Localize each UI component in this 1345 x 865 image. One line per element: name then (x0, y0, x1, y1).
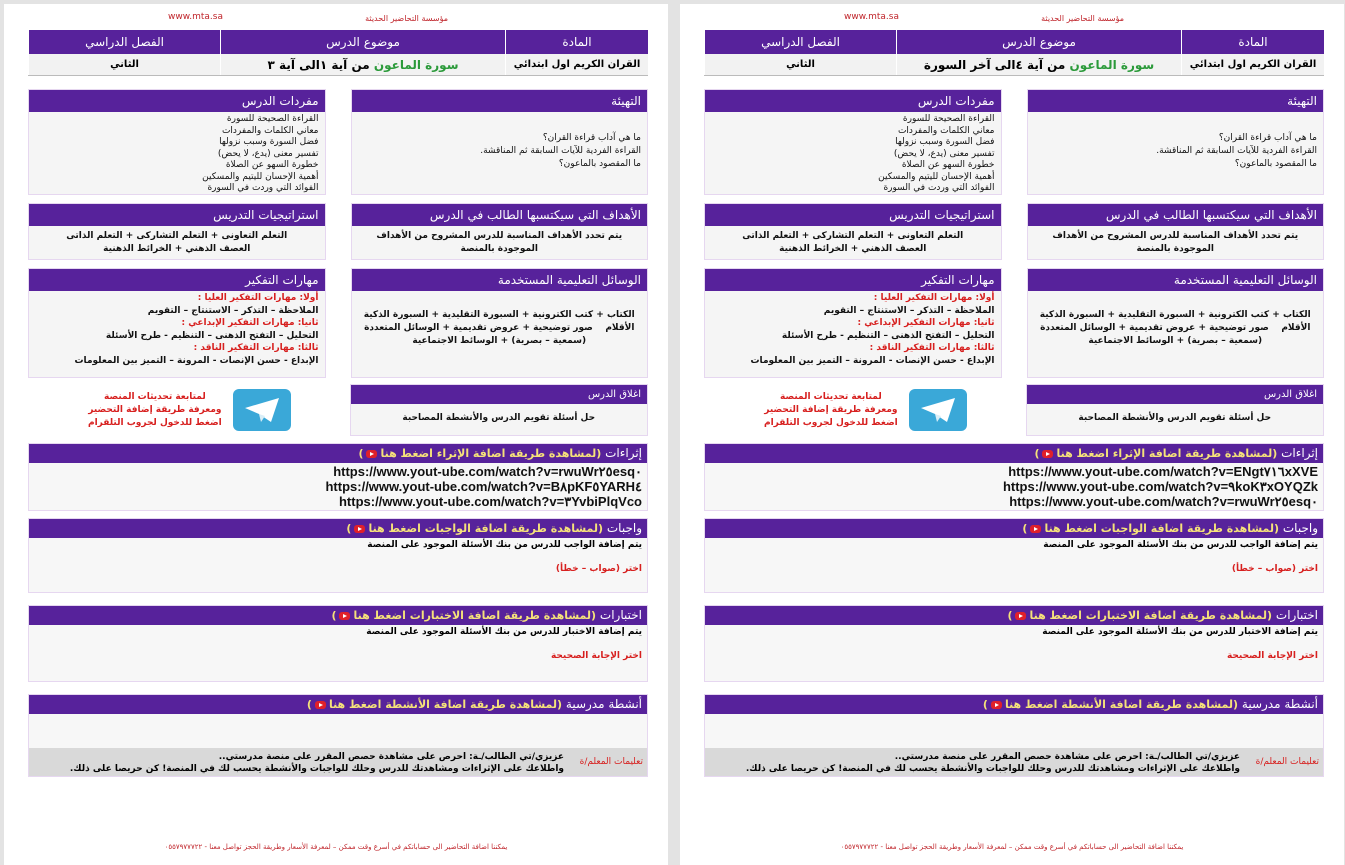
instructions-line: واطلاعك على الإثراءات ومشاهدتك للدرس وحلك للواجبات والأنشطة يحسب لك في المنصة! كن حريصا على ذلك. (745, 764, 1240, 774)
enrichment-video-link[interactable] (1034, 447, 1277, 460)
closing-section (350, 384, 649, 436)
telegram-icon[interactable] (233, 389, 291, 431)
enrichment-section (28, 443, 648, 511)
thinking-heading: ثالثا: مهارات التفكير الناقد : (193, 343, 319, 353)
goals-title: الأهداف التي سيكتسبها الطالب في الدرس (352, 204, 648, 226)
semester-header: الفصل الدراسي (705, 30, 897, 54)
tests-type: اختر الإجابة الصحيحة (550, 651, 642, 661)
page-footer: يمكننا اضافة التحاضير الى حساباتكم في أسرع وقت ممكن – لمعرفة الأسعار وطريقة الحجز تواصل معنا - ٠٥٥٧٩٧٧٧٢٢ (164, 843, 508, 851)
tests-section (28, 605, 648, 682)
vocab-line: الفوائد التي وردت في السورة (883, 183, 995, 193)
semester-value: الثاني (29, 54, 221, 76)
intro-section (351, 89, 649, 195)
vocab-line: القراءة الصحيحة للسورة (226, 114, 319, 124)
telegram-line: لمتابعة تحديثات المنصة (780, 391, 882, 402)
vocab-line: معاني الكلمات والمفردات (221, 125, 319, 136)
vocab-title: مفردات الدرس (29, 90, 325, 112)
teacher-instructions (705, 748, 1323, 776)
homework-text: يتم إضافة الواجب للدرس من بنك الأسئلة الموجود على المنصة (1043, 540, 1318, 550)
enrichment-link[interactable]: https://www.yout-ube.com/watch?v=rwuWr٢٥esq٠ (1009, 494, 1318, 509)
strategy-line: العصف الذهني + الخرائط الذهنية (779, 244, 927, 254)
enrichment-link[interactable]: https://www.yout-ube.com/watch?v=٣YvbiPlqVco (338, 494, 642, 509)
tests-title: اختبارات (599, 608, 642, 622)
lesson-page-2 (680, 4, 1344, 865)
youtube-icon[interactable] (1030, 525, 1041, 533)
semester-value: الثاني (705, 54, 897, 76)
strategies-section (704, 203, 1002, 260)
topic-value (221, 54, 506, 76)
activities-title: أنشطة مدرسية (1241, 697, 1318, 711)
vocab-title: مفردات الدرس (705, 90, 1001, 112)
vocab-line: فضل السورة وسبب نزولها (219, 137, 319, 147)
youtube-icon[interactable] (315, 701, 326, 709)
instructions-label: تعليمات المعلم/ة (579, 757, 643, 767)
subject-value: القران الكريم اول ابتدائي (1182, 54, 1324, 76)
intro-line: ما المقصود بالماعون؟ (558, 159, 641, 169)
tests-type: اختر الإجابة الصحيحة (1226, 651, 1318, 661)
thinking-text: الإبداع - حسن الإنصات - المرونة – التميز بين المعلومات (74, 355, 319, 366)
activities-body (29, 714, 647, 748)
topic-range: من آية ١الى آية ٣ (267, 57, 374, 72)
tools-line: (سمعية – بصرية) + الوسائط الاجتماعية (412, 336, 587, 346)
homework-text: يتم إضافة الواجب للدرس من بنك الأسئلة الموجود على المنصة (367, 540, 642, 550)
tests-link-label: (لمشاهدة طريقة اضافة الاختبارات اضغط هنا (1029, 609, 1273, 622)
page-footer: يمكننا اضافة التحاضير الى حساباتكم في أسرع وقت ممكن – لمعرفة الأسعار وطريقة الحجز تواصل معنا - ٠٥٥٧٩٧٧٧٢٢ (840, 843, 1184, 851)
instructions-line: عزيزي/تي الطالب/ـة: احرص على مشاهدة حصص المقرر على منصة مدرستي.. (894, 752, 1240, 762)
vocab-line: الفوائد التي وردت في السورة (207, 183, 319, 193)
tests-link-label: (لمشاهدة طريقة اضافة الاختبارات اضغط هنا (353, 609, 597, 622)
strategies-title: استراتيجيات التدريس (29, 204, 325, 226)
telegram-icon[interactable] (909, 389, 967, 431)
vocab-section (28, 89, 326, 195)
thinking-title: مهارات التفكير (705, 269, 1001, 291)
thinking-text: الإبداع - حسن الإنصات - المرونة – التميز بين المعلومات (750, 355, 995, 366)
tests-header[interactable] (29, 606, 647, 625)
subject-value: القران الكريم اول ابتدائي (506, 54, 648, 76)
homework-link-label: (لمشاهدة طريقة اضافة الواجبات اضغط هنا (368, 522, 604, 535)
intro-section (1027, 89, 1325, 195)
intro-line: ما هي آداب قراءة القران؟ (1218, 133, 1317, 143)
topic-value (897, 54, 1182, 76)
enrichment-header[interactable] (29, 444, 647, 463)
strategies-title: استراتيجيات التدريس (705, 204, 1001, 226)
thinking-heading: أولا: مهارات التفكير العليا : (197, 293, 319, 303)
thinking-text: الملاحظة – التذكر – الاستنتاج – التقويم (147, 305, 319, 316)
telegram-promo[interactable] (704, 384, 1001, 436)
strategies-section (28, 203, 326, 260)
homework-title: واجبات (1282, 521, 1318, 535)
homework-video-link[interactable] (346, 522, 603, 535)
enrichment-link-label: (لمشاهدة طريقة اضافة الإثراء اضغط هنا (380, 447, 602, 460)
goals-section (1027, 203, 1325, 260)
org-name: مؤسسة التحاضير الحديثة (1041, 14, 1124, 23)
lesson-page-1 (4, 4, 668, 865)
telegram-line: اضغط للدخول لجروب التلقرام (88, 417, 222, 428)
thinking-text: التحليل – التفتح الذهنى – التنظيم - طرح الأسئلة (781, 330, 995, 341)
goals-title: الأهداف التي سيكتسبها الطالب في الدرس (1028, 204, 1324, 226)
tools-section (351, 268, 649, 378)
thinking-section (28, 268, 326, 378)
telegram-text[interactable] (88, 391, 222, 430)
page-topline (28, 4, 648, 30)
paren: ) (1007, 609, 1013, 622)
telegram-text[interactable] (764, 391, 898, 430)
homework-video-link[interactable] (1022, 522, 1279, 535)
topic-surah: سورة الماعون (1069, 57, 1155, 72)
intro-line: ما هي آداب قراءة القران؟ (542, 133, 641, 143)
closing-text: حل أسئلة تقويم الدرس والأنشطة المصاحبة (1078, 413, 1272, 423)
thinking-title: مهارات التفكير (29, 269, 325, 291)
paren: ) (306, 698, 312, 711)
vocab-line: تفسير معنى (يدع، لا يحض) (893, 148, 995, 159)
teacher-instructions (29, 748, 647, 776)
tests-video-link[interactable] (1007, 609, 1272, 622)
enrichment-link[interactable]: https://www.yout-ube.com/watch?v=B٨pKF٥YARH٤ (325, 479, 642, 494)
site-link[interactable]: www.mta.sa (844, 12, 899, 22)
tools-line: الكتاب + كتب الكترونية + السبورة التقليدية + السبورة الذكية (1039, 310, 1311, 320)
tests-title: اختبارات (1275, 608, 1318, 622)
telegram-line: ومعرفة طريقة إضافة التحضير (764, 404, 898, 415)
strategy-line: العصف الذهني + الخرائط الذهنية (103, 244, 251, 254)
paren: ) (1034, 447, 1040, 460)
tests-header[interactable] (705, 606, 1323, 625)
intro-line: القراءة الفردية للآيات السابقة ثم المناقشة. (480, 146, 641, 156)
telegram-promo[interactable] (28, 384, 325, 436)
tools-line: الأقلام صور توضيحية + عروض تقديمية + الوسائل المتعددة (1040, 323, 1311, 333)
telegram-line: لمتابعة تحديثات المنصة (104, 391, 206, 402)
thinking-heading: ثانيا: مهارات التفكير الإبداعي : (181, 318, 319, 328)
enrichment-section (704, 443, 1324, 511)
enrichment-header[interactable] (705, 444, 1323, 463)
enrichment-title: إثراءات (1281, 446, 1318, 460)
paren: ) (358, 447, 364, 460)
topic-range: من آية ٤الى آخر السورة (923, 57, 1070, 72)
tools-section (1027, 268, 1325, 378)
goals-section (351, 203, 649, 260)
tests-section (704, 605, 1324, 682)
closing-text: حل أسئلة تقويم الدرس والأنشطة المصاحبة (402, 413, 596, 423)
tools-line: (سمعية – بصرية) + الوسائط الاجتماعية (1088, 336, 1263, 346)
subject-header: المادة (1182, 30, 1324, 54)
youtube-icon[interactable] (1015, 612, 1026, 620)
vocab-line: خطورة السهو عن الصلاة (901, 160, 995, 170)
goals-text: يتم تحدد الأهداف المناسبة للدرس المشروح من الأهداف الموجودة بالمنصة (376, 231, 623, 254)
lesson-info-table (28, 30, 648, 76)
activities-header[interactable] (29, 695, 647, 714)
activities-header[interactable] (705, 695, 1323, 714)
homework-header[interactable] (705, 519, 1323, 538)
intro-line: القراءة الفردية للآيات السابقة ثم المناقشة. (1156, 146, 1317, 156)
homework-link-label: (لمشاهدة طريقة اضافة الواجبات اضغط هنا (1044, 522, 1280, 535)
topic-surah: سورة الماعون (373, 57, 459, 72)
site-link[interactable]: www.mta.sa (168, 12, 223, 22)
paren: ) (331, 609, 337, 622)
strategy-line: التعلم التعاونى + التعلم التشاركى + التعلم الذاتى (742, 231, 964, 241)
homework-section (28, 518, 648, 593)
youtube-icon[interactable] (354, 525, 365, 533)
youtube-icon[interactable] (1042, 450, 1053, 458)
tools-title: الوسائل التعليمية المستخدمة (1028, 269, 1324, 291)
youtube-icon[interactable] (366, 450, 377, 458)
enrichment-video-link[interactable] (358, 447, 601, 460)
thinking-section (704, 268, 1002, 378)
paren: ) (982, 698, 988, 711)
enrichment-link[interactable]: https://www.yout-ube.com/watch?v=٩koK٣xOYQZk (1002, 479, 1318, 494)
topic-header: موضوع الدرس (897, 30, 1182, 54)
homework-section (704, 518, 1324, 593)
intro-line: ما المقصود بالماعون؟ (1234, 159, 1317, 169)
tests-text: يتم إضافة الاختبار للدرس من بنك الأسئلة الموجود على المنصة (1042, 627, 1318, 637)
activities-section (704, 694, 1324, 777)
homework-title: واجبات (606, 521, 642, 535)
tests-text: يتم إضافة الاختبار للدرس من بنك الأسئلة الموجود على المنصة (366, 627, 642, 637)
intro-title: التهيئة (352, 90, 648, 112)
telegram-line: اضغط للدخول لجروب التلقرام (764, 417, 898, 428)
enrichment-link[interactable]: https://www.yout-ube.com/watch?v=ENgt٧١٦xXVE (1008, 464, 1318, 479)
activities-link-label: (لمشاهدة طريقة اضافة الأنشطة اضغط هنا (1004, 698, 1239, 711)
tests-video-link[interactable] (331, 609, 596, 622)
vocab-line: خطورة السهو عن الصلاة (225, 160, 319, 170)
tools-line: الكتاب + كتب الكترونية + السبورة التقليدية + السبورة الذكية (363, 310, 635, 320)
vocab-section (704, 89, 1002, 195)
tools-title: الوسائل التعليمية المستخدمة (352, 269, 648, 291)
goals-text: يتم تحدد الأهداف المناسبة للدرس المشروح من الأهداف الموجودة بالمنصة (1052, 231, 1299, 254)
vocab-line: معاني الكلمات والمفردات (897, 125, 995, 136)
vocab-line: تفسير معنى (يدع، لا يحض) (217, 148, 319, 159)
lesson-info-table (704, 30, 1324, 76)
paren: ) (346, 522, 352, 535)
intro-title: التهيئة (1028, 90, 1324, 112)
page-topline (704, 4, 1324, 30)
thinking-text: التحليل – التفتح الذهنى – التنظيم - طرح الأسئلة (105, 330, 319, 341)
telegram-line: ومعرفة طريقة إضافة التحضير (88, 404, 222, 415)
homework-header[interactable] (29, 519, 647, 538)
vocab-line: فضل السورة وسبب نزولها (895, 137, 995, 147)
homework-type: اختر (صواب – خطأ) (1231, 564, 1318, 574)
activities-body (705, 714, 1323, 748)
paren: ) (1022, 522, 1028, 535)
activities-video-link[interactable] (307, 698, 562, 711)
thinking-heading: ثالثا: مهارات التفكير الناقد : (869, 343, 995, 353)
thinking-heading: أولا: مهارات التفكير العليا : (873, 293, 995, 303)
instructions-label: تعليمات المعلم/ة (1255, 757, 1319, 767)
topic-header: موضوع الدرس (221, 30, 506, 54)
closing-title: اغلاق الدرس (351, 385, 648, 404)
subject-header: المادة (506, 30, 648, 54)
closing-section (1026, 384, 1325, 436)
thinking-text: الملاحظة – التذكر – الاستنتاج – التقويم (823, 305, 995, 316)
vocab-line: القراءة الصحيحة للسورة (902, 114, 995, 124)
youtube-icon[interactable] (991, 701, 1002, 709)
activities-section (28, 694, 648, 777)
thinking-heading: ثانيا: مهارات التفكير الإبداعي : (857, 318, 995, 328)
instructions-line: واطلاعك على الإثراءات ومشاهدتك للدرس وحلك للواجبات والأنشطة يحسب لك في المنصة! كن حريصا على ذلك. (69, 764, 564, 774)
youtube-icon[interactable] (339, 612, 350, 620)
vocab-line: أهمية الإحسان لليتيم والمسكين (878, 171, 995, 182)
activities-link-label: (لمشاهدة طريقة اضافة الأنشطة اضغط هنا (328, 698, 563, 711)
activities-title: أنشطة مدرسية (565, 697, 642, 711)
closing-title: اغلاق الدرس (1027, 385, 1324, 404)
vocab-line: أهمية الإحسان لليتيم والمسكين (202, 171, 319, 182)
enrichment-title: إثراءات (605, 446, 642, 460)
semester-header: الفصل الدراسي (29, 30, 221, 54)
tools-line: الأقلام صور توضيحية + عروض تقديمية + الوسائل المتعددة (364, 323, 635, 333)
activities-video-link[interactable] (983, 698, 1238, 711)
homework-type: اختر (صواب – خطأ) (555, 564, 642, 574)
enrichment-link[interactable]: https://www.yout-ube.com/watch?v=rwuWr٢٥esq٠ (333, 464, 642, 479)
instructions-line: عزيزي/تي الطالب/ـة: احرص على مشاهدة حصص المقرر على منصة مدرستي.. (218, 752, 564, 762)
org-name: مؤسسة التحاضير الحديثة (365, 14, 448, 23)
enrichment-link-label: (لمشاهدة طريقة اضافة الإثراء اضغط هنا (1056, 447, 1278, 460)
strategy-line: التعلم التعاونى + التعلم التشاركى + التعلم الذاتى (66, 231, 288, 241)
